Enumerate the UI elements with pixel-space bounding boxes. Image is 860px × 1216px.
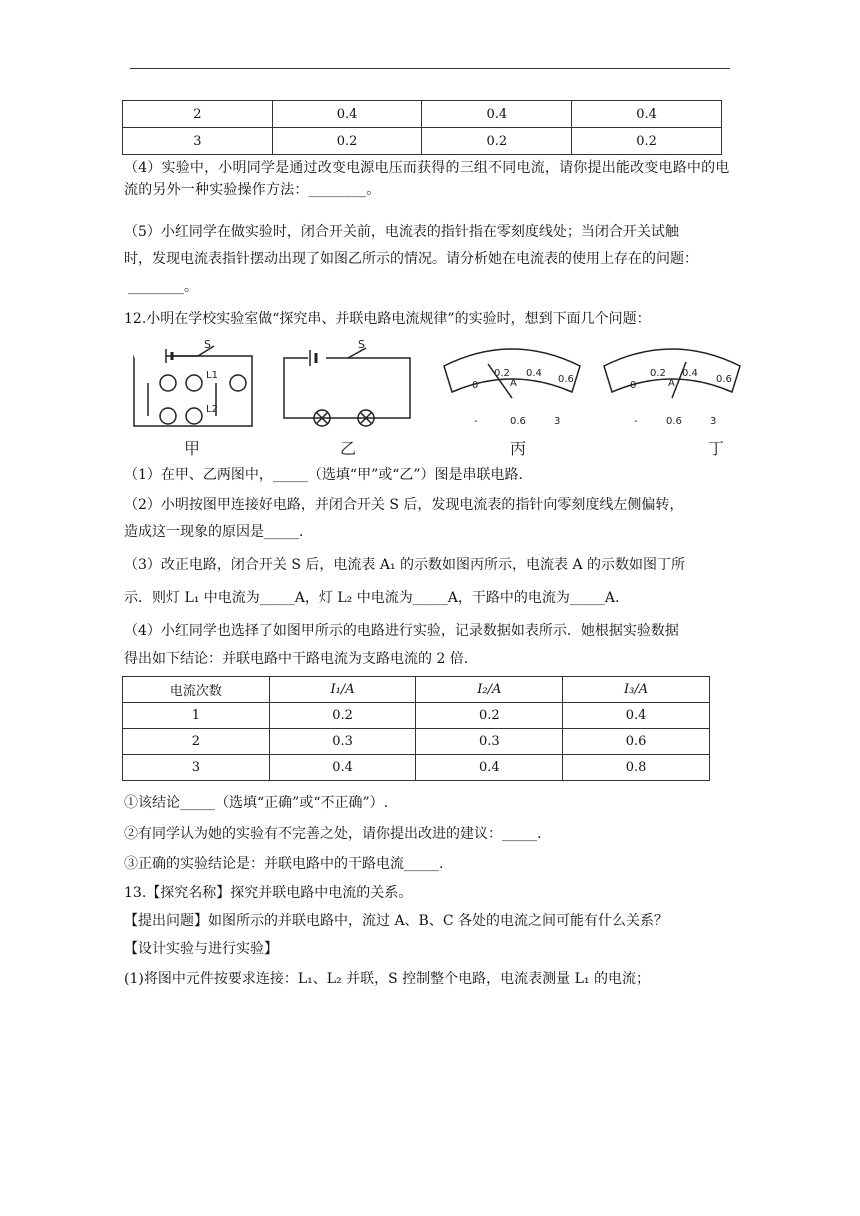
caption-bing: 丙 (510, 439, 527, 458)
table-cell: 0.3 (416, 729, 563, 755)
question-4-text: （4）实验中，小明同学是通过改变电源电压而获得的三组不同电流，请你提出能改变电路中的电流的另外一种实验操作方法：________。 (124, 160, 730, 198)
lamp-label-l2: L2 (206, 404, 218, 415)
table-cell: 3 (123, 755, 270, 781)
table-cell: 2 (123, 729, 270, 755)
table-row (123, 729, 710, 755)
table-cell: 0.4 (416, 755, 563, 781)
meter-unit: A (510, 378, 517, 389)
question-12-1: （1）在甲、乙两图中，_____（选填“甲”或“乙”）图是串联电路. (124, 467, 523, 483)
tick-label: 0 (472, 380, 479, 391)
table-cell: 0.4 (272, 101, 422, 128)
question-5-line-1: （5）小红同学在做实验时，闭合开关前，电流表的指针指在零刻度线处；当闭合开关试触 (124, 224, 679, 240)
table-header: I₂/A (416, 677, 563, 703)
table-cell: 0.4 (269, 755, 416, 781)
data-table-2 (122, 676, 710, 781)
question-13-title: 13.【探究名称】探究并联电路中电流的关系。 (124, 885, 413, 901)
table-row (123, 101, 722, 128)
switch-label-jia: S (204, 338, 211, 351)
terminal-label: - (634, 416, 638, 427)
meter-unit: A (668, 378, 675, 389)
tick-label: 0.6 (716, 374, 732, 385)
tick-label: 0.6 (558, 374, 574, 385)
tick-label: 0.2 (494, 368, 510, 379)
circuit-jia (134, 346, 252, 426)
terminal-label: 0.6 (666, 416, 682, 427)
table-cell: 1 (123, 703, 270, 729)
question-5-line-3: ________。 (128, 279, 198, 295)
caption-ding: 丁 (708, 439, 725, 458)
terminal-label: 3 (710, 416, 717, 427)
table-row (123, 128, 722, 155)
circuit-yi (284, 348, 410, 426)
caption-jia: 甲 (184, 439, 201, 458)
switch-label-yi: S (358, 338, 365, 351)
question-13-design: 【设计实验与进行实验】 (124, 941, 278, 957)
table-cell: 0.2 (422, 128, 572, 155)
question-12-4-line-2: 得出如下结论：并联电路中干路电流为支路电流的 2 倍． (124, 651, 478, 667)
table-cell: 0.4 (572, 101, 722, 128)
question-12-2-line-1: （2）小明按图甲连接好电路，并闭合开关 S 后，发现电流表的指针向零刻度线左侧偏转， (124, 497, 684, 513)
question-12-4-line-1: （4）小红同学也选择了如图甲所示的电路进行实验，记录数据如表所示．她根据实验数据 (124, 623, 679, 639)
table-header: I₁/A (269, 677, 416, 703)
question-13-problem: 【提出问题】如图所示的并联电路中，流过 A、B、C 各处的电流之间可能有什么关系？ (124, 913, 669, 929)
table-cell: 0.8 (563, 755, 710, 781)
table-cell: 0.4 (422, 101, 572, 128)
question-13-step-1: (1)将图中元件按要求连接：L₁、L₂ 并联，S 控制整个电路，电流表测量 L₁ 的电流； (124, 971, 650, 987)
table-cell: 0.4 (563, 703, 710, 729)
question-12-title: 12.小明在学校实验室做“探究串、并联电路电流规律”的实验时，想到下面几个问题： (124, 311, 651, 327)
terminal-label: 0.6 (510, 416, 526, 427)
terminal-label: - (474, 416, 478, 427)
table-header-row (123, 677, 710, 703)
tick-label: 0.4 (682, 368, 698, 379)
tick-label: 0.4 (526, 368, 542, 379)
question-12-3-line-2: 示．则灯 L₁ 中电流为_____A，灯 L₂ 中电流为_____A，干路中的电流为_____A. (124, 590, 620, 606)
table-row (123, 755, 710, 781)
table-cell: 0.3 (269, 729, 416, 755)
header-rule (130, 68, 730, 69)
question-12-2-line-2: 造成这一现象的原因是_____. (124, 524, 304, 540)
question-12-3-line-1: （3）改正电路，闭合开关 S 后，电流表 A₁ 的示数如图丙所示，电流表 A 的示数如图丁所 (124, 557, 686, 573)
table-header: I₃/A (563, 677, 710, 703)
table-header: 电流次数 (123, 677, 270, 703)
table-cell: 3 (123, 128, 273, 155)
lamp-label-l1: L1 (206, 370, 218, 381)
tick-label: 0.2 (650, 368, 666, 379)
table-cell: 0.2 (272, 128, 422, 155)
conclusion-1: ①该结论_____（选填“正确”或“不正确”）. (124, 795, 389, 811)
circuit-figure (126, 336, 756, 460)
table-cell: 0.2 (416, 703, 563, 729)
caption-yi: 乙 (340, 439, 357, 458)
table-row (123, 703, 710, 729)
table-cell: 0.6 (563, 729, 710, 755)
table-cell: 0.2 (572, 128, 722, 155)
table-cell: 0.2 (269, 703, 416, 729)
table-cell: 2 (123, 101, 273, 128)
conclusion-2: ②有同学认为她的实验有不完善之处，请你提出改进的建议：_____. (124, 826, 542, 842)
terminal-label: 3 (554, 416, 561, 427)
tick-label: 0 (630, 380, 637, 391)
conclusion-3: ③正确的实验结论是：并联电路中的干路电流_____. (124, 856, 444, 872)
question-5-line-2: 时，发现电流表指针摆动出现了如图乙所示的情况。请分析她在电流表的使用上存在的问题： (124, 251, 698, 267)
meter-scale-bing (472, 368, 574, 427)
data-table-1 (122, 100, 722, 155)
